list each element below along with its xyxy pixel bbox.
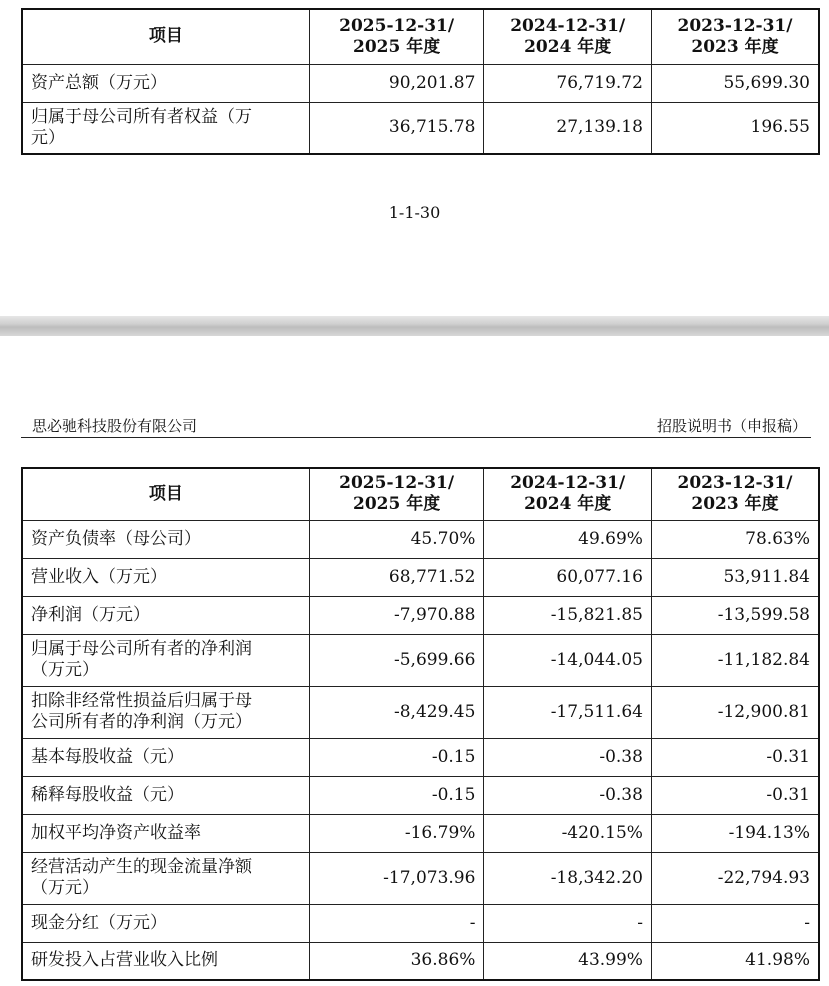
cell-2023: 196.55 (651, 102, 819, 154)
row-label: 资产总额（万元） (22, 64, 309, 102)
cell-2024: - (484, 904, 652, 942)
row-label: 资产负债率（母公司） (22, 520, 309, 558)
cell-2023: -0.31 (651, 738, 819, 776)
document-type: 招股说明书（申报稿） (656, 417, 807, 435)
header-2025 (309, 468, 484, 520)
cell-2023: -0.31 (651, 776, 819, 814)
cell-2025: -8,429.45 (309, 686, 484, 738)
cell-2025: -16.79% (309, 814, 484, 852)
cell-2024: 49.69% (484, 520, 652, 558)
cell-2025: 68,771.52 (309, 558, 484, 596)
header-2023-year: 2023 年度 (691, 36, 779, 57)
row-label: 基本每股收益（元） (22, 738, 309, 776)
table-row (22, 520, 819, 558)
cell-2025: -5,699.66 (309, 634, 484, 686)
cell-2023: 78.63% (651, 520, 819, 558)
header-rule (21, 437, 811, 438)
cell-2024: 76,719.72 (484, 64, 652, 102)
table-header-row (22, 468, 819, 520)
cell-2023: -22,794.93 (651, 852, 819, 904)
header-item: 项目 (22, 468, 309, 520)
table-row (22, 558, 819, 596)
row-label-line1: 归属于母公司所有者权益（万 (31, 106, 252, 127)
row-label-line2: （万元） (31, 660, 99, 680)
row-label (22, 634, 309, 686)
cell-2023: -11,182.84 (651, 634, 819, 686)
header-2025-year: 2025 年度 (353, 36, 441, 57)
table-row (22, 738, 819, 776)
cell-2025: 36.86% (309, 942, 484, 980)
cell-2024: -0.38 (484, 776, 652, 814)
page-top (0, 0, 829, 316)
cell-2025: 36,715.78 (309, 102, 484, 154)
cell-2025: -0.15 (309, 776, 484, 814)
page-separator (0, 316, 829, 336)
row-label-line1: 经营活动产生的现金流量净额 (31, 857, 252, 877)
row-label-line1: 归属于母公司所有者的净利润 (31, 639, 252, 659)
table-row (22, 64, 819, 102)
table-row (22, 596, 819, 634)
row-label-line2: 元） (31, 127, 65, 148)
header-2024 (484, 9, 652, 64)
header-2024-date: 2024-12-31/ (510, 15, 626, 36)
row-label-line1: 扣除非经常性损益后归属于母 (31, 691, 252, 711)
header-2023-year: 2023 年度 (691, 494, 779, 515)
cell-2023: 53,911.84 (651, 558, 819, 596)
row-label: 研发投入占营业收入比例 (22, 942, 309, 980)
cell-2024: -17,511.64 (484, 686, 652, 738)
table-header-row (22, 9, 819, 64)
cell-2024: -18,342.20 (484, 852, 652, 904)
cell-2024: 60,077.16 (484, 558, 652, 596)
row-label (22, 852, 309, 904)
bottom-financial-table (21, 467, 820, 981)
header-2023-date: 2023-12-31/ (677, 473, 793, 494)
cell-2024: 27,139.18 (484, 102, 652, 154)
header-2024 (484, 468, 652, 520)
cell-2023: 55,699.30 (651, 64, 819, 102)
table-row (22, 942, 819, 980)
table-row (22, 852, 819, 904)
header-2025 (309, 9, 484, 64)
cell-2025: -7,970.88 (309, 596, 484, 634)
header-2024-date: 2024-12-31/ (510, 473, 626, 494)
row-label (22, 686, 309, 738)
header-2023-date: 2023-12-31/ (677, 15, 793, 36)
cell-2023: - (651, 904, 819, 942)
header-2023 (651, 468, 819, 520)
header-2025-year: 2025 年度 (353, 494, 441, 515)
header-item: 项目 (22, 9, 309, 64)
cell-2023: -13,599.58 (651, 596, 819, 634)
cell-2023: -194.13% (651, 814, 819, 852)
table-row (22, 686, 819, 738)
cell-2025: -0.15 (309, 738, 484, 776)
top-financial-table (21, 8, 820, 155)
cell-2024: -0.38 (484, 738, 652, 776)
page-number: 1-1-30 (388, 203, 441, 222)
row-label: 现金分红（万元） (22, 904, 309, 942)
table-row (22, 904, 819, 942)
table-row (22, 634, 819, 686)
cell-2023: 41.98% (651, 942, 819, 980)
cell-2023: -12,900.81 (651, 686, 819, 738)
cell-2024: -420.15% (484, 814, 652, 852)
cell-2025: -17,073.96 (309, 852, 484, 904)
row-label-line2: 公司所有者的净利润（万元） (31, 712, 252, 732)
row-label: 营业收入（万元） (22, 558, 309, 596)
row-label: 净利润（万元） (22, 596, 309, 634)
cell-2025: - (309, 904, 484, 942)
header-2023 (651, 9, 819, 64)
cell-2024: 43.99% (484, 942, 652, 980)
cell-2024: -15,821.85 (484, 596, 652, 634)
cell-2024: -14,044.05 (484, 634, 652, 686)
table-row (22, 776, 819, 814)
table-row (22, 102, 819, 154)
row-label-line2: （万元） (31, 878, 99, 898)
header-2024-year: 2024 年度 (524, 494, 612, 515)
row-label: 稀释每股收益（元） (22, 776, 309, 814)
row-label (22, 102, 309, 154)
row-label: 加权平均净资产收益率 (22, 814, 309, 852)
company-name: 思必驰科技股份有限公司 (32, 417, 198, 435)
cell-2025: 45.70% (309, 520, 484, 558)
cell-2025: 90,201.87 (309, 64, 484, 102)
header-2025-date: 2025-12-31/ (339, 15, 455, 36)
table-row (22, 814, 819, 852)
header-2024-year: 2024 年度 (524, 36, 612, 57)
header-2025-date: 2025-12-31/ (339, 473, 455, 494)
